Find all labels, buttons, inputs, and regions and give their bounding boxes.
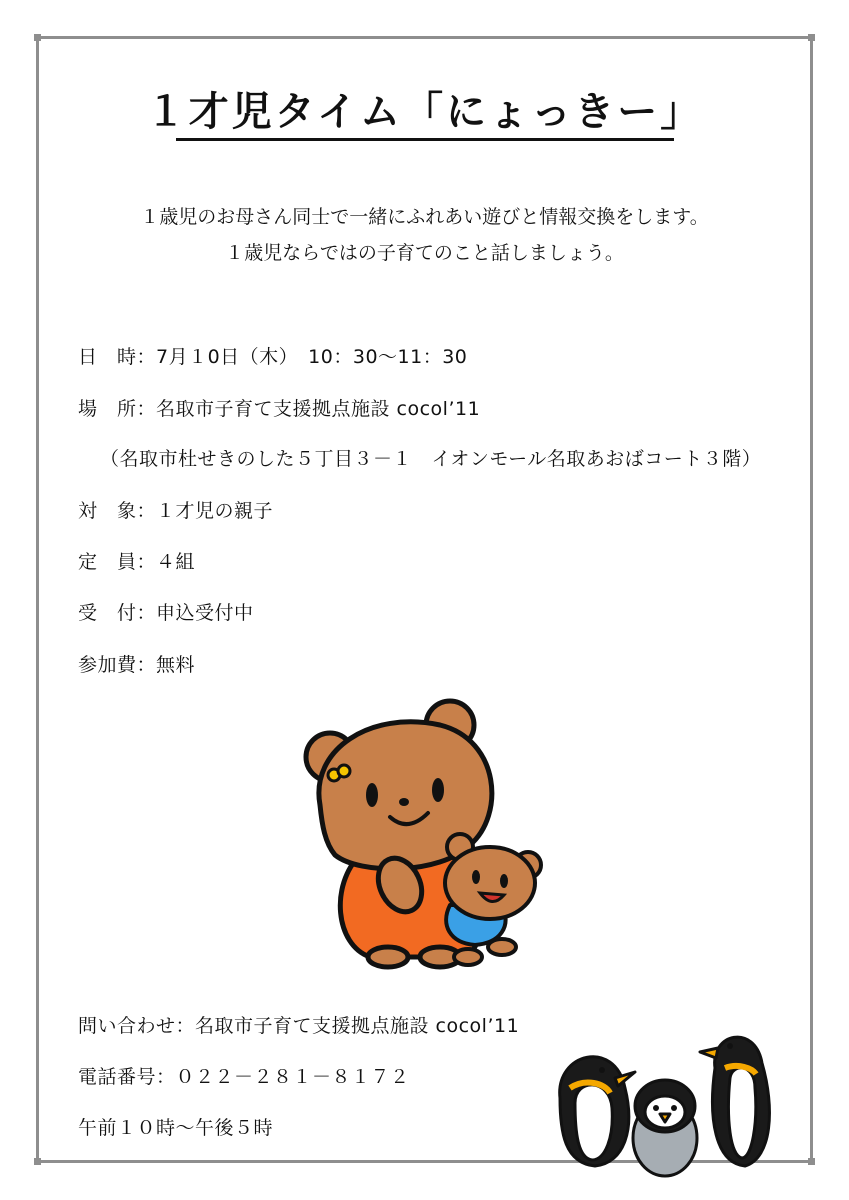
detail-target: 対 象：１才児の親子 <box>78 500 274 522</box>
intro-line-2: １歳児ならではの子育てのこと話しましょう。 <box>225 242 624 264</box>
detail-reception: 受 付：申込受付中 <box>78 602 254 624</box>
contact-hours: 午前１０時～午後５時 <box>78 1117 274 1139</box>
intro-line-1: １歳児のお母さん同士で一緒にふれあい遊びと情報交換をします。 <box>140 206 709 228</box>
detail-capacity: 定 員：４組 <box>78 551 196 573</box>
title-underline <box>176 138 674 141</box>
detail-address: （名取市杜せきのした５丁目３－１ イオンモール名取あおばコート３階） <box>100 448 762 470</box>
penguin-illustration <box>540 1008 810 1188</box>
contact-phone: 電話番号：０２２－２８１－８１７２ <box>78 1066 410 1088</box>
page-title: １才児タイム「にょっきー」 <box>145 89 704 135</box>
bear-illustration <box>290 695 555 975</box>
detail-datetime: 日 時：7月１0日（木） 10：30～11：30 <box>78 346 468 368</box>
contact-inquiry: 問い合わせ：名取市子育て支援拠点施設 cocol’11 <box>78 1015 520 1037</box>
detail-place: 場 所：名取市子育て支援拠点施設 cocol’11 <box>78 398 481 420</box>
frame-corner <box>34 34 41 41</box>
frame-corner <box>34 1158 41 1165</box>
frame-corner <box>808 34 815 41</box>
detail-fee: 参加費：無料 <box>78 654 196 676</box>
